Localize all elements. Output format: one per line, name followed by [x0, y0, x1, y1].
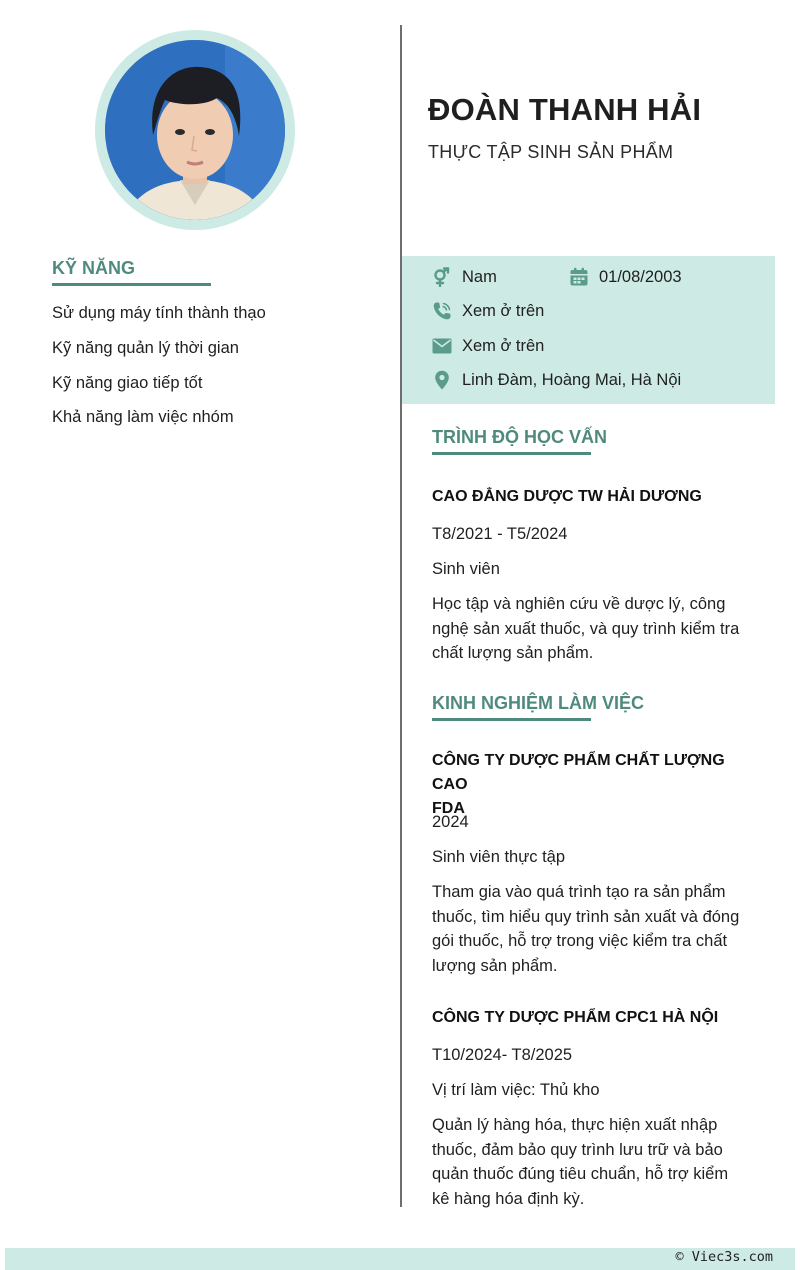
company-line: CÔNG TY DƯỢC PHẨM CHẤT LƯỢNG CAO [432, 752, 725, 793]
job-position: Vị trí làm việc: Thủ kho [432, 1081, 600, 1099]
location-icon [432, 370, 452, 390]
description-line: chất lượng sản phẩm. [432, 644, 594, 662]
skill-item: Kỹ năng giao tiếp tốt [52, 373, 203, 392]
job-description [432, 1113, 762, 1211]
gender-icon [432, 267, 452, 287]
description-line: lượng sản phẩm. [432, 956, 558, 975]
footer-credit[interactable]: © Viec3s.com [675, 1249, 773, 1265]
birthday-value: 01/08/2003 [599, 267, 682, 286]
skills-list [52, 303, 372, 442]
education-position: Sinh viên [432, 560, 500, 578]
skills-underline [52, 283, 211, 286]
email-item [432, 336, 544, 356]
gender-value: Nam [462, 267, 497, 286]
description-line: thuốc, tìm hiểu quy trình sản xuất và đóng [432, 907, 740, 926]
education-period: T8/2021 - T5/2024 [432, 525, 568, 543]
description-line: quản thuốc đúng tiêu chuẩn, hỗ trợ kiểm [432, 1165, 729, 1183]
experience-underline [432, 718, 591, 721]
education-description [432, 592, 762, 666]
description-line: Tham gia vào quá trình tạo ra sản phẩm [432, 883, 726, 901]
skill-item: Khả năng làm việc nhóm [52, 408, 234, 427]
skills-title: KỸ NĂNG [52, 258, 136, 278]
avatar [105, 40, 285, 220]
column-divider [400, 25, 402, 1207]
education-school: CAO ĐẲNG DƯỢC TW HẢI DƯƠNG [432, 488, 702, 505]
experience-title: KINH NGHIỆM LÀM VIỆC [432, 693, 645, 713]
job-period: T10/2024- T8/2025 [432, 1046, 573, 1064]
skill-item: Kỹ năng quản lý thời gian [52, 338, 239, 357]
skill-item: Sử dụng máy tính thành thạo [52, 304, 266, 322]
phone-icon [432, 301, 452, 321]
job-company [432, 1006, 762, 1030]
education-title: TRÌNH ĐỘ HỌC VẤN [432, 427, 607, 447]
company-line: CÔNG TY DƯỢC PHẨM CPC1 HÀ NỘI [432, 1009, 719, 1026]
candidate-role: THỰC TẬP SINH SẢN PHẨM [428, 142, 674, 162]
phone-value: Xem ở trên [462, 301, 545, 320]
candidate-name: ĐOÀN THANH HẢI [428, 92, 702, 127]
description-line: thuốc, đảm bảo quy trình lưu trữ và bảo [432, 1140, 723, 1159]
gender-item [432, 267, 497, 287]
job-position: Sinh viên thực tập [432, 848, 566, 866]
avatar-frame [95, 30, 295, 230]
mail-icon [432, 336, 452, 356]
job-description [432, 880, 762, 978]
education-underline [432, 452, 591, 455]
birthday-item [569, 267, 682, 287]
job-period: 2024 [432, 813, 469, 831]
description-line: gói thuốc, hỗ trợ trong việc kiểm tra chất [432, 932, 728, 950]
company-line: FDA [432, 800, 465, 817]
phone-item [432, 301, 544, 321]
address-item [432, 370, 681, 390]
address-value: Linh Đàm, Hoàng Mai, Hà Nội [462, 370, 682, 389]
email-value: Xem ở trên [462, 336, 545, 355]
calendar-icon [569, 267, 589, 287]
footer-bar [5, 1248, 795, 1270]
description-line: Quản lý hàng hóa, thực hiện xuất nhập [432, 1116, 718, 1134]
description-line: nghệ sản xuất thuốc, và quy trình kiểm tra [432, 619, 740, 638]
description-line: Học tập và nghiên cứu về dược lý, công [432, 595, 726, 613]
description-line: kê hàng hóa định kỳ. [432, 1189, 585, 1208]
contact-box [402, 256, 775, 404]
